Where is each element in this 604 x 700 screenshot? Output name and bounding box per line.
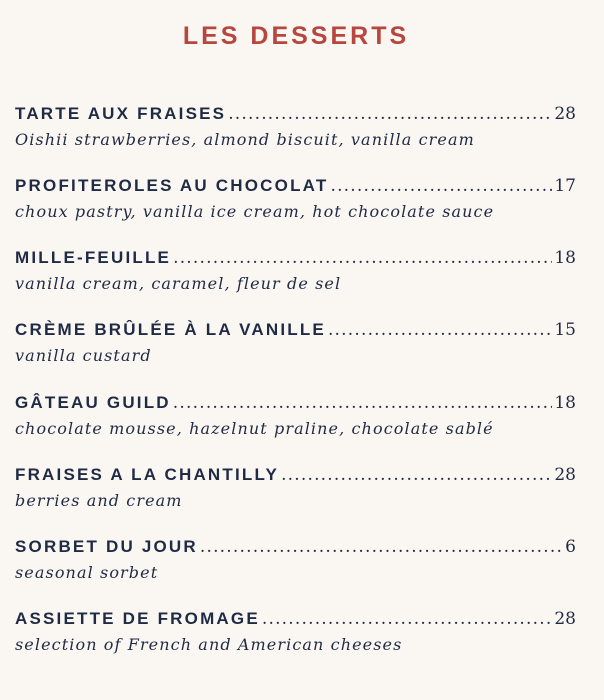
menu-item-creme-brulee <box>15 320 576 368</box>
item-description: selection of French and American cheeses <box>15 635 403 654</box>
item-name: TARTE AUX FRAISES <box>15 104 227 123</box>
item-name: FRAISES A LA CHANTILLY <box>15 465 280 484</box>
dot-leader <box>262 609 552 629</box>
menu-title: LES DESSERTS <box>182 22 410 50</box>
menu-item-gateau-guild <box>15 393 576 441</box>
item-line <box>15 465 576 491</box>
item-price: 18 <box>554 393 576 413</box>
item-name: GÂTEAU GUILD <box>15 393 171 412</box>
item-line <box>15 248 576 274</box>
dot-leader <box>228 104 552 124</box>
item-line <box>15 320 576 346</box>
item-price: 6 <box>565 537 576 557</box>
dot-leader <box>173 393 553 413</box>
item-description: seasonal sorbet <box>15 563 159 582</box>
item-description: berries and cream <box>15 491 183 510</box>
item-name: SORBET DU JOUR <box>15 537 198 556</box>
item-description: vanilla custard <box>15 346 152 365</box>
item-price: 28 <box>554 609 576 629</box>
item-description: chocolate mousse, hazelnut praline, chocolate sablé <box>15 419 494 438</box>
item-line <box>15 104 576 130</box>
menu-item-sorbet-du-jour <box>15 537 576 585</box>
item-price: 28 <box>554 465 576 485</box>
item-price: 15 <box>554 320 576 340</box>
menu-item-profiteroles <box>15 176 576 224</box>
item-name: ASSIETTE DE FROMAGE <box>15 609 260 628</box>
dot-leader <box>281 465 552 485</box>
item-name: CRÈME BRÛLÉE À LA VANILLE <box>15 320 326 339</box>
item-name: MILLE-FEUILLE <box>15 248 172 267</box>
menu-item-fraises-chantilly <box>15 465 576 513</box>
dot-leader <box>328 320 552 340</box>
menu-item-mille-feuille <box>15 248 576 296</box>
item-line <box>15 176 576 202</box>
item-description: Oishii strawberries, almond biscuit, vanilla cream <box>15 130 475 149</box>
item-line <box>15 609 576 635</box>
item-price: 18 <box>554 248 576 268</box>
menu-item-tarte-aux-fraises <box>15 104 576 152</box>
item-description: choux pastry, vanilla ice cream, hot chocolate sauce <box>15 202 495 221</box>
item-name: PROFITEROLES AU CHOCOLAT <box>15 176 329 195</box>
item-description: vanilla cream, caramel, fleur de sel <box>15 274 342 293</box>
dot-leader <box>200 537 563 557</box>
menu-item-assiette-de-fromage <box>15 609 576 657</box>
item-line <box>15 393 576 419</box>
item-price: 28 <box>554 104 576 124</box>
dot-leader <box>173 248 552 268</box>
item-line <box>15 537 576 563</box>
item-price: 17 <box>554 176 576 196</box>
dot-leader <box>330 176 552 196</box>
